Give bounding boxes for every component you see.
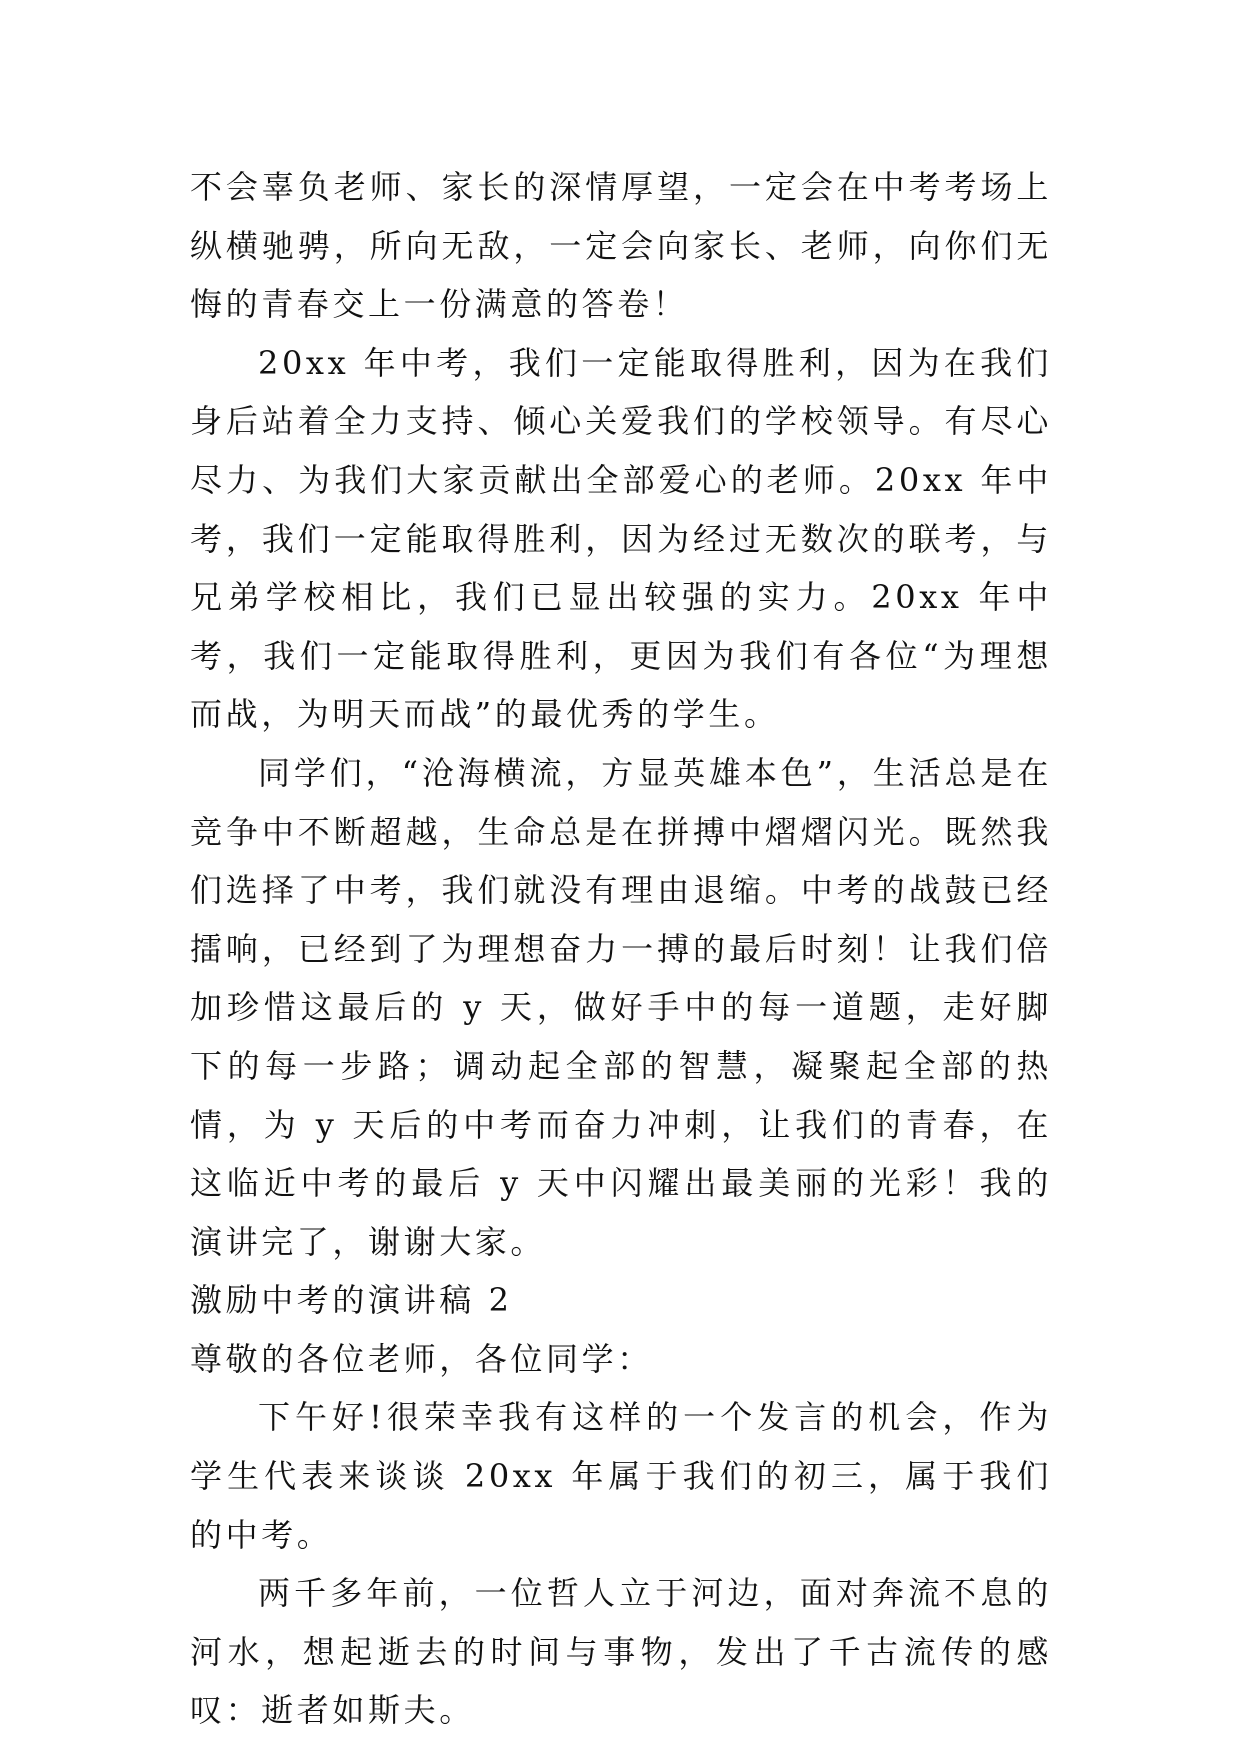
paragraph-continuation: 不会辜负老师、家长的深情厚望，一定会在中考考场上纵横驰骋，所向无敌，一定会向家长、老师，向你们无悔的青春交上一份满意的答卷！ bbox=[190, 168, 1052, 324]
paragraph-philosopher: 两千多年前，一位哲人立于河边，面对奔流不息的河水，想起逝去的时间与事物，发出了千古流传的感叹：逝者如斯夫。 bbox=[190, 1574, 1052, 1730]
document-page bbox=[190, 158, 1052, 1740]
paragraph-victory: 20xx 年中考，我们一定能取得胜利，因为在我们身后站着全力支持、倾心关爱我们的学校领导。有尽心尽力、为我们大家贡献出全部爱心的老师。20xx 年中考，我们一定能取得胜利，因为经过无数次的联考，与兄弟学校相比，我们已显出较强的实力。20xx 年中考，我们一定能取得胜利，更因为我们有各位“为理想而战，为明天而战”的最优秀的学生。 bbox=[190, 343, 1052, 734]
section-title: 激励中考的演讲稿 2 bbox=[190, 1281, 513, 1320]
paragraph-greeting: 下午好!很荣幸我有这样的一个发言的机会，作为学生代表来谈谈 20xx 年属于我们的初三，属于我们的中考。 bbox=[190, 1398, 1052, 1554]
paragraph-classmates: 同学们，“沧海横流，方显英雄本色”，生活总是在竞争中不断超越，生命总是在拼搏中熠熠闪光。既然我们选择了中考，我们就没有理由退缩。中考的战鼓已经擂响，已经到了为理想奋力一搏的最后时刻！让我们倍加珍惜这最后的 y 天，做好手中的每一道题，走好脚下的每一步路；调动起全部的智慧，凝聚起全部的热情，为 y 天后的中考而奋力冲刺，让我们的青春，在这临近中考的最后 y 天中闪耀出最美丽的光彩！我的演讲完了，谢谢大家。 bbox=[190, 753, 1052, 1261]
salutation: 尊敬的各位老师，各位同学： bbox=[190, 1339, 653, 1378]
